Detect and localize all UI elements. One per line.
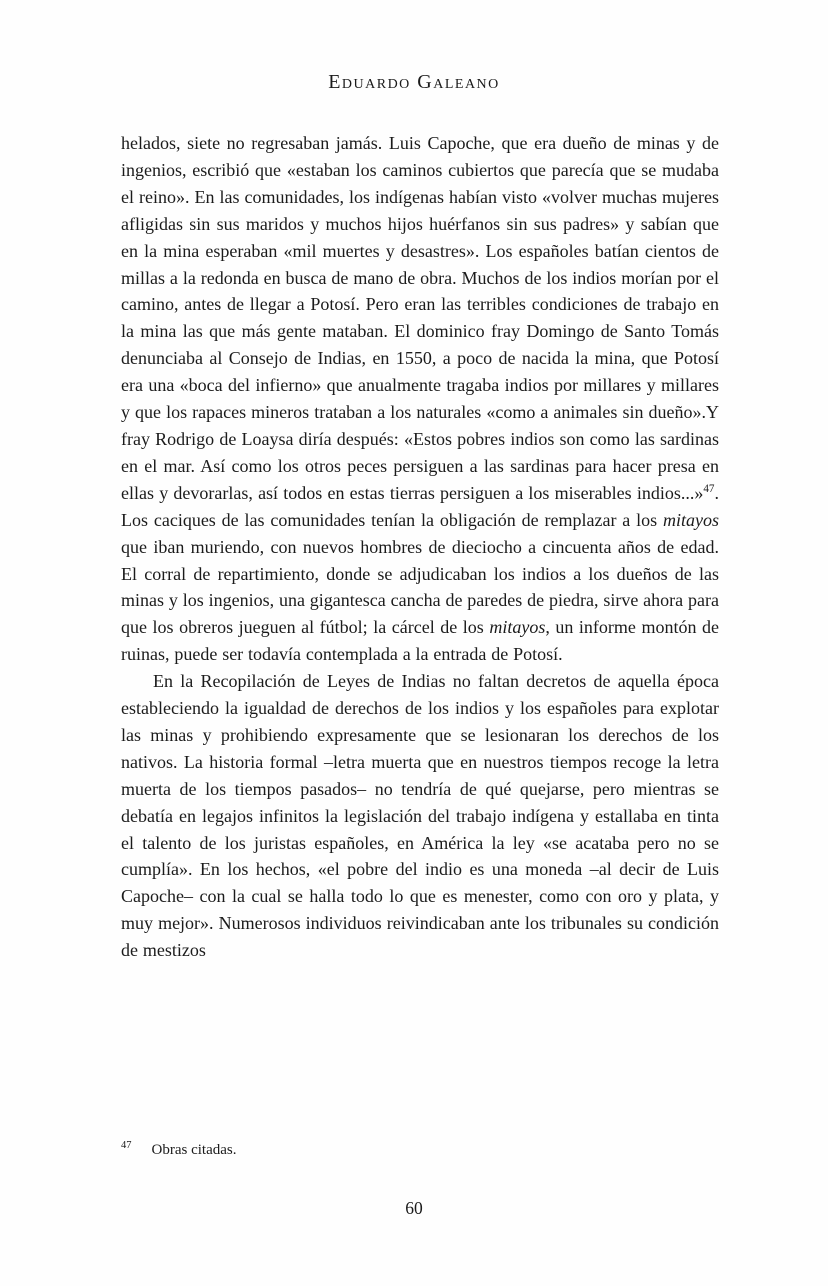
text-run: . Los caciques de las comunidades tenían la obligación de remplazar a los	[121, 482, 719, 530]
paragraph	[121, 668, 719, 964]
page-number: 60	[405, 1198, 423, 1218]
paragraph	[121, 130, 719, 668]
italic-term: mitayos	[663, 509, 719, 530]
body-text	[121, 130, 719, 964]
footnote-number: 47	[121, 1140, 132, 1151]
text-run: En la Recopilación de Leyes de Indias no faltan decretos de aquella época estableciendo la igualdad de derechos de los indios y los españoles para explotar las minas y prohibiendo expresamente que se lesionaran los derechos de los nativos. La historia formal –letra muerta que en nuestros tiempos recoge la letra muerta de los tiempos pasados– no tendría de qué quejarse, pero mientras se debatía en legajos infinitos la legislación del trabajo indígena y estallaba en tinta el talento de los juristas españoles, en América la ley «se acataba pero no se cumplía». En los hechos, «el pobre del indio es una moneda –al decir de Luis Capoche– con la cual se halla todo lo que es menester, como con oro y plata, y muy mejor». Numerosos individuos reivindicaban ante los tribunales su condición de mestizos	[121, 671, 719, 961]
running-header-author: Eduardo Galeano	[328, 71, 500, 93]
footnote	[121, 1136, 719, 1160]
footnote-text: Obras citadas.	[151, 1142, 237, 1158]
footnote-reference: 47	[703, 482, 715, 495]
text-run: que iban muriendo, con nuevos hombres de dieciocho a cincuenta años de edad. El corral de repartimiento, donde se adjudicaban los indios a los dueños de las minas y los ingenios, una gigantesca cancha de paredes de piedra, sirve ahora para que los obreros jueguen al fútbol; la cárcel de los	[121, 536, 719, 638]
italic-term: mitayos	[489, 617, 546, 638]
text-run: helados, siete no regresaban jamás. Luis Capoche, que era dueño de minas y de ingenios, escribió que «estaban los caminos cubiertos que parecía que se mudaba el reino». En las comunidades, los indígenas habían visto «volver muchas mujeres afligidas sin sus maridos y muchos hijos huérfanos sin sus padres» y sabían que en la mina esperaban «mil muertes y desastres». Los españoles batían cientos de millas a la redonda en busca de mano de obra. Muchos de los indios morían por el camino, antes de llegar a Potosí. Pero eran las terribles condiciones de trabajo en la mina las que más gente mataban. El dominico fray Domingo de Santo Tomás denunciaba al Consejo de Indias, en 1550, a poco de nacida la mina, que Potosí era una «boca del infierno» que anualmente tragaba indios por millares y millares y que los rapaces mineros trataban a los naturales «como a animales sin dueño».Y fray Rodrigo de Loaysa diría después: «Estos pobres indios son como las sardinas en el mar. Así como los otros peces persiguen a las sardinas para hacer presa en ellas y devorarlas, así todos en estas tierras persiguen a los miserables indios...»	[121, 133, 719, 503]
text-run: , un informe montón de ruinas, puede ser todavía contemplada a la entrada de Potosí.	[121, 617, 719, 665]
